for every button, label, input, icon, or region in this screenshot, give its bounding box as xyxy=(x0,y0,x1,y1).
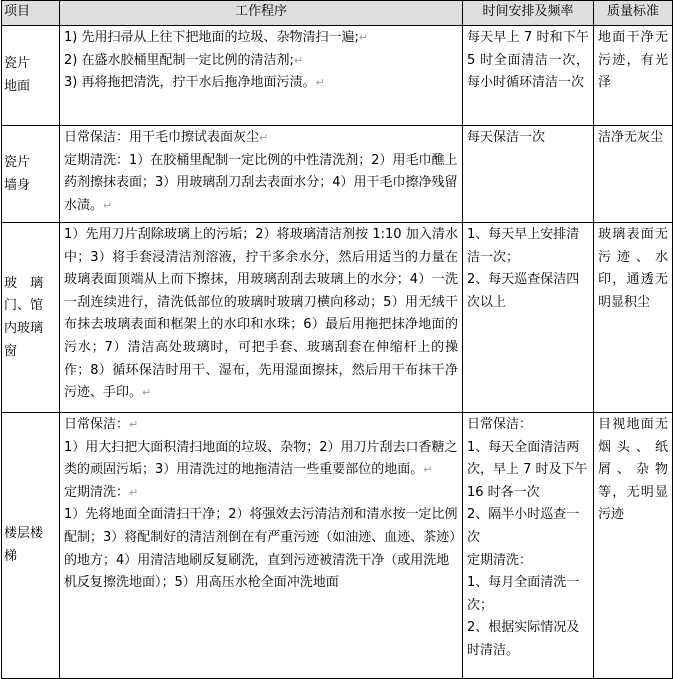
quality-cell: 目视地面无烟头、纸屑、杂物等，无明显污迹 xyxy=(594,413,673,679)
procedure-cell: 日常保洁：用干毛巾擦试表面灰尘↵ 定期清洗：1）在胶桶里配制一定比例的中性清洗剂；2）用毛巾醮上药剂擦抹表面；3）用玻璃刮刀刮去表面水分；4）用干毛巾擦净残留水渍。↵ xyxy=(60,126,463,223)
quality-cell: 洁净无灰尘 xyxy=(594,126,673,223)
table-row xyxy=(2,26,673,126)
schedule-cell: 1、每天早上安排清洁一次； 2、每天巡查保洁四次以上 xyxy=(463,223,594,413)
schedule-cell: 每天早上 7 时和下午 5 时全面清洁一次，每小时循环清洁一次 xyxy=(463,26,594,126)
table-row xyxy=(2,413,673,679)
procedure-cell: 1) 先用扫帚从上往下把地面的垃圾、杂物清扫一遍;↵ 2) 在盛水胶桶里配制一定比例的清洁剂;↵ 3) 再将拖把清洗，拧干水后拖净地面污渍。↵ xyxy=(60,26,463,126)
procedure-cell: 1）先用刀片刮除玻璃上的污垢；2）将玻璃清洁剂按 1:10 加入清水中；3）将手套浸清洁剂溶液，拧干多余水分，然后用适当的力量在玻璃表面顶端从上而下擦抹，用玻璃刮刮去玻璃上的水分；4）一洗一刮连续进行，清洗低部位的玻璃时玻璃刀横向移动；5）用无绒干布抹去玻璃表面和框架上的水印和水珠；6）最后用拖把抹净地面的污水；7）清洁高处玻璃时，可把手套、玻璃刮套在伸缩杆上的操作；8）循环保洁时用干、湿布，先用湿面擦抹，然后用干布抹干净污迹、手印。↵ xyxy=(60,223,463,413)
quality-cell: 玻璃表面无污迹、水印，通透无明显积尘 xyxy=(594,223,673,413)
item-cell: 楼层楼 梯 xyxy=(2,413,60,679)
header-procedure: 工作程序 xyxy=(60,1,463,26)
schedule-cell: 日常保洁： 1、每天全面清洁两次，早上 7 时及下午 16 时各一次 2、隔半小时巡查一次 定期清洗： 1、每月全面清洗一次； 2、根据实际情况及时清洁。 xyxy=(463,413,594,679)
cleaning-procedure-table xyxy=(1,0,673,679)
header-schedule: 时间安排及频率 xyxy=(463,1,594,26)
header-row xyxy=(2,1,673,26)
header-item: 项目 xyxy=(2,1,60,26)
table-row xyxy=(2,126,673,223)
procedure-cell: 日常保洁：↵ 1）用大扫把大面积清扫地面的垃圾、杂物；2）用刀片刮去口香糖之类的顽固污垢；3）用清洗过的地拖清洁一些重要部位的地面。↵ 定期清洗：↵ 1）先将地面全面清扫干净；2）将强效去污清洁剂和清水按一定比例配制；3）将配制好的清洁剂倒在有严重污迹（如油迹、血迹、茶迹）的地方；4）用清洁地刷反复刷洗，直到污迹被清洗干净（或用洗地机反复擦洗地面）；5）用高压水枪全面冲洗地面 xyxy=(60,413,463,679)
item-cell: 玻 璃 门、馆 内玻璃 窗 xyxy=(2,223,60,413)
header-quality: 质量标准 xyxy=(594,1,673,26)
item-cell: 瓷片 墙身 xyxy=(2,126,60,223)
quality-cell: 地面干净无污迹，有光泽 xyxy=(594,26,673,126)
item-cell: 瓷片 地面 xyxy=(2,26,60,126)
schedule-cell: 每天保洁一次 xyxy=(463,126,594,223)
table-row xyxy=(2,223,673,413)
